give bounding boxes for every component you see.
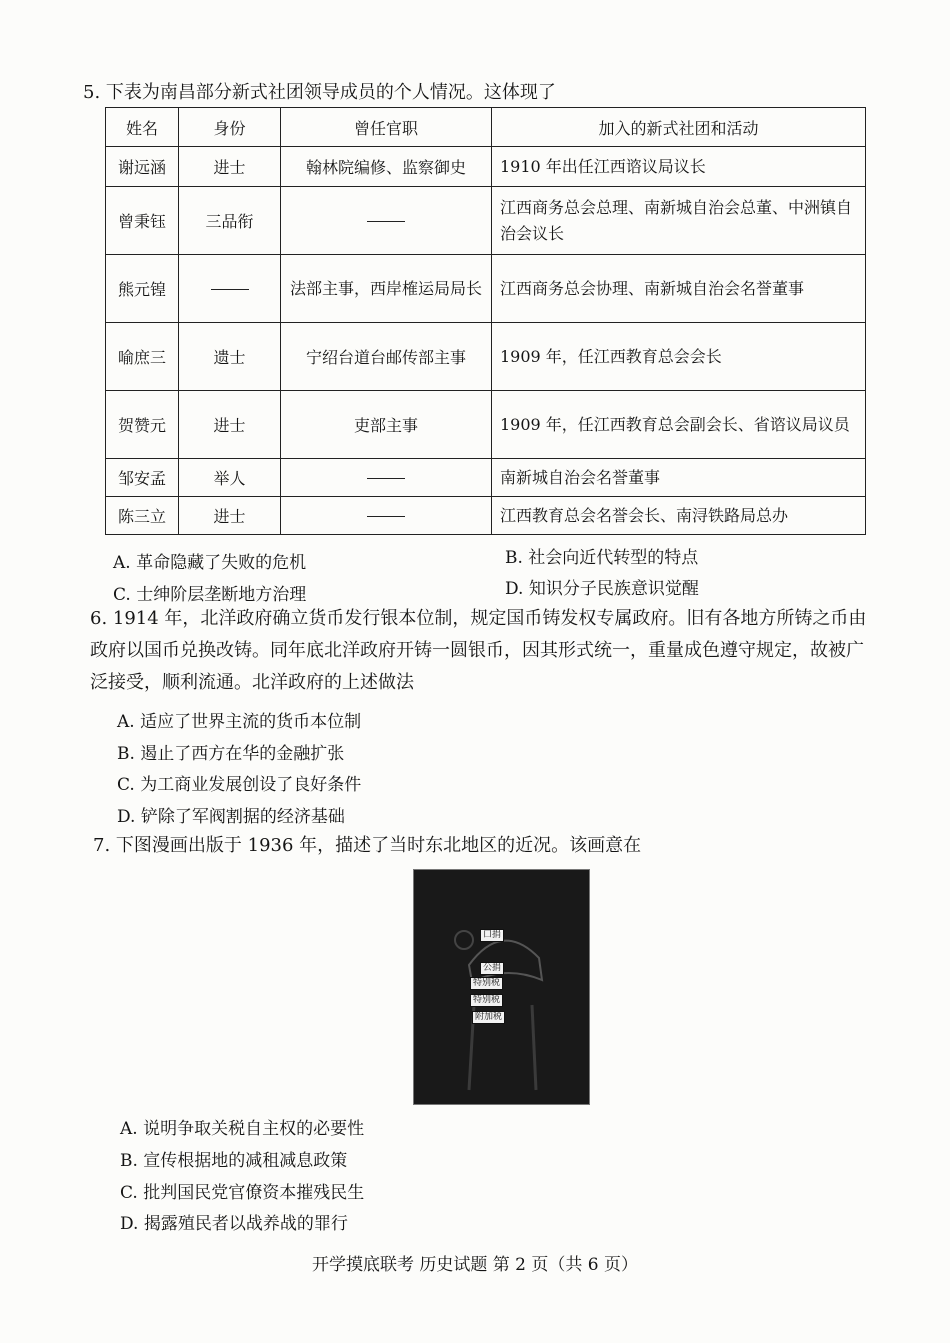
empty-dash <box>367 516 405 517</box>
q5-option-d: D. 知识分子民族意识觉醒 <box>505 579 699 599</box>
question-5-stem: 5. 下表为南昌部分新式社团领导成员的个人情况。这体现了 <box>83 82 556 103</box>
cell-activity: 江西教育总会名誉会长、南浔铁路局总办 <box>492 497 866 535</box>
header-office: 曾任官职 <box>281 108 492 147</box>
empty-dash <box>211 289 249 290</box>
cartoon-label: 特别税 <box>470 977 503 990</box>
cell-office: 法部主事，西岸榷运局局长 <box>281 255 492 323</box>
header-activity: 加入的新式社团和活动 <box>492 108 866 147</box>
page-footer: 开学摸底联考 历史试题 第 2 页（共 6 页） <box>311 1255 639 1275</box>
cell-office: 吏部主事 <box>281 391 492 459</box>
q5-option-a: A. 革命隐藏了失败的危机 <box>113 553 307 573</box>
cell-status: 进士 <box>179 147 281 187</box>
cell-office: 翰林院编修、监察御史 <box>281 147 492 187</box>
cell-name: 谢远涵 <box>106 147 179 187</box>
q7-option-c: C. 批判国民党官僚资本摧残民生 <box>120 1183 365 1203</box>
cell-activity: 江西商务总会总理、南新城自治会总董、中洲镇自治会议长 <box>492 187 866 255</box>
table-row <box>106 147 866 187</box>
cell-name: 曾秉钰 <box>106 187 179 255</box>
cartoon-label: 特别税 <box>470 994 503 1007</box>
question-7-stem: 7. 下图漫画出版于 1936 年，描述了当时东北地区的近况。该画意在 <box>93 835 642 856</box>
q7-option-d: D. 揭露殖民者以战养战的罪行 <box>120 1214 348 1234</box>
q6-option-d: D. 铲除了军阀割据的经济基础 <box>117 807 345 827</box>
cartoon-label: 公捐 <box>480 962 504 975</box>
table-row <box>106 187 866 255</box>
cell-status: 遗士 <box>179 323 281 391</box>
header-name: 姓名 <box>106 108 179 147</box>
table-row <box>106 459 866 497</box>
header-status: 身份 <box>179 108 281 147</box>
cell-activity: 1909 年，任江西教育总会副会长、省谘议局议员 <box>492 391 866 459</box>
empty-dash <box>367 221 405 222</box>
question-6-stem: 6. 1914 年，北洋政府确立货币发行银本位制，规定国币铸发权专属政府。旧有各地方所铸之币由政府以国币兑换改铸。同年底北洋政府开铸一圆银币，因其形式统一，重量成色遵守规定，故被广泛接受，顺利流通。北洋政府的上述做法 <box>90 608 867 693</box>
empty-dash <box>367 478 405 479</box>
cell-status: 进士 <box>179 391 281 459</box>
q5-option-c: C. 士绅阶层垄断地方治理 <box>113 585 307 605</box>
q5-option-b: B. 社会向近代转型的特点 <box>505 548 699 568</box>
q7-option-b: B. 宣传根据地的减租减息政策 <box>120 1151 348 1171</box>
cartoon-label: 口捐 <box>480 929 504 942</box>
cartoon-label: 附加税 <box>472 1011 505 1024</box>
q6-option-a: A. 适应了世界主流的货币本位制 <box>117 712 362 732</box>
cell-status-empty <box>179 255 281 323</box>
cell-office: 宁绍台道台邮传部主事 <box>281 323 492 391</box>
cell-name: 贺赞元 <box>106 391 179 459</box>
cell-status: 进士 <box>179 497 281 535</box>
cell-name: 熊元锽 <box>106 255 179 323</box>
cell-activity: 1910 年出任江西谘议局议长 <box>492 147 866 187</box>
cell-name: 喻庶三 <box>106 323 179 391</box>
q6-option-c: C. 为工商业发展创设了良好条件 <box>117 775 362 795</box>
cell-name: 邹安孟 <box>106 459 179 497</box>
member-info-table <box>105 107 866 535</box>
table-row <box>106 391 866 459</box>
cell-activity: 江西商务总会协理、南新城自治会名誉董事 <box>492 255 866 323</box>
cell-status: 举人 <box>179 459 281 497</box>
cell-office-empty <box>281 187 492 255</box>
cell-activity: 南新城自治会名誉董事 <box>492 459 866 497</box>
table-row <box>106 255 866 323</box>
table-header-row <box>106 108 866 147</box>
cell-status: 三品衔 <box>179 187 281 255</box>
cell-activity: 1909 年，任江西教育总会会长 <box>492 323 866 391</box>
cell-name: 陈三立 <box>106 497 179 535</box>
table-row <box>106 323 866 391</box>
cartoon-image <box>413 869 590 1105</box>
cell-office-empty <box>281 459 492 497</box>
table-row <box>106 497 866 535</box>
cell-office-empty <box>281 497 492 535</box>
q7-option-a: A. 说明争取关税自主权的必要性 <box>120 1119 365 1139</box>
q6-option-b: B. 遏止了西方在华的金融扩张 <box>117 744 345 764</box>
